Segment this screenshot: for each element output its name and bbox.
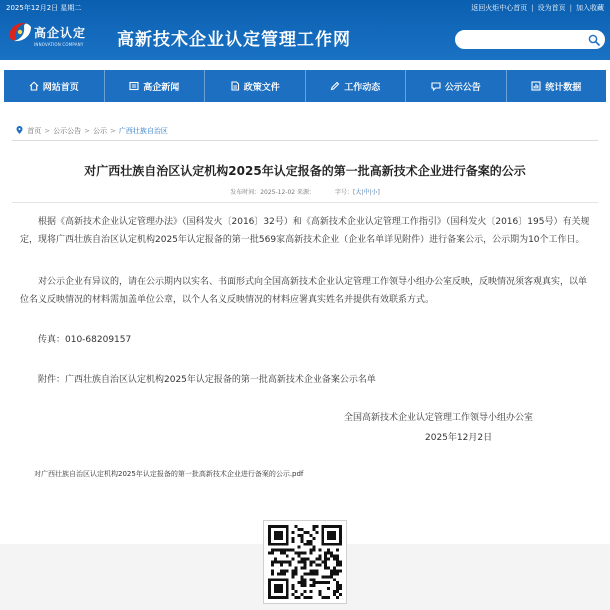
back-to-torch-home-link[interactable]: 返回火炬中心首页 xyxy=(471,4,528,12)
nav-item-work[interactable] xyxy=(306,70,407,102)
breadcrumb-current[interactable]: 广西壮族自治区 xyxy=(118,127,168,135)
article-paragraph: 对公示企业有异议的，请在公示期内以实名、书面形式向全国高新技术企业认定管理工作领导小组办公室反映，反映情况须客观真实，以单位名义反映情况的材料需加盖单位公章，以个人名义反映情况的材料应署真实姓名并提供有效联系方式。 xyxy=(20,277,588,305)
main-nav xyxy=(4,70,606,102)
pen-icon xyxy=(330,81,340,91)
location-pin-icon xyxy=(16,126,23,134)
nav-item-policy[interactable] xyxy=(205,70,306,102)
nav-item-stats[interactable] xyxy=(507,70,607,102)
font-size-label: 字号： xyxy=(334,189,353,196)
nav-item-notice[interactable] xyxy=(406,70,507,102)
nav-item-label: 网站首页 xyxy=(42,82,79,93)
font-size-medium[interactable]: 中 xyxy=(363,189,370,196)
breadcrumb-publicity[interactable]: 公示 xyxy=(92,127,107,135)
source-label: 来源： xyxy=(297,189,316,196)
site-title: 高新技术企业认定管理工作网 xyxy=(117,30,351,50)
publish-date: 2025-12-02 xyxy=(260,189,296,196)
header-date: 2025年12月2日 星期二 xyxy=(6,4,82,12)
fax-number: 传真：010-68209157 xyxy=(38,335,132,345)
font-size-large[interactable]: 大 xyxy=(355,189,362,196)
document-icon xyxy=(230,81,240,91)
nav-item-home[interactable] xyxy=(4,70,105,102)
site-logo[interactable] xyxy=(6,17,106,51)
chat-icon xyxy=(431,81,441,91)
stats-icon xyxy=(531,81,541,91)
breadcrumb: 首页 > 公示公告 > 公示 > 广西壮族自治区 xyxy=(16,126,168,136)
qr-code xyxy=(263,520,347,604)
attachment-note: 附件：广西壮族自治区认定机构2025年认定报备的第一批高新技术企业备案公示名单 xyxy=(38,375,376,385)
publish-label: 发布时间： xyxy=(230,189,261,196)
article-meta: 发布时间：2025-12-02 来源： 字号：[大|中|小] xyxy=(230,189,380,196)
header-links: 返回火炬中心首页 | 设为首页 | 加入收藏 xyxy=(471,4,604,12)
search-input[interactable] xyxy=(464,33,584,46)
divider xyxy=(12,140,598,141)
nav-item-news[interactable] xyxy=(105,70,206,102)
search-icon[interactable] xyxy=(588,34,600,46)
nav-item-label: 高企新闻 xyxy=(143,82,180,93)
logo-text: 高企认定 xyxy=(34,26,87,40)
pdf-attachment-link[interactable]: 对广西壮族自治区认定机构2025年认定报备的第一批高新技术企业进行备案的公示.pdf xyxy=(34,470,304,478)
article-title: 对广西壮族自治区认定机构2025年认定报备的第一批高新技术企业进行备案的公示 xyxy=(84,164,526,178)
home-icon xyxy=(29,81,39,91)
search-box xyxy=(455,30,605,49)
nav-item-label: 统计数据 xyxy=(545,82,582,93)
nav-item-label: 工作动态 xyxy=(344,82,381,93)
nav-item-label: 政策文件 xyxy=(243,82,280,93)
add-favorite-link[interactable]: 加入收藏 xyxy=(576,4,604,12)
article-paragraph: 根据《高新技术企业认定管理办法》（国科发火〔2016〕32号）和《高新技术企业认定管理工作指引》（国科发火〔2016〕195号）有关规定，现将广西壮族自治区认定机构2025年认定报备的第一批569家高新技术企业（企业名单详见附件）进行备案公示，公示期为10个工作日。 xyxy=(20,217,590,245)
qr-code-icon xyxy=(268,525,342,599)
font-size-small[interactable]: 小 xyxy=(371,189,378,196)
signature-org: 全国高新技术企业认定管理工作领导小组办公室 xyxy=(344,413,534,423)
breadcrumb-notice[interactable]: 公示公告 xyxy=(53,127,82,135)
breadcrumb-home[interactable]: 首页 xyxy=(27,127,42,135)
signature-date: 2025年12月2日 xyxy=(425,433,493,443)
logo-subtext: INNOVATION COMPANY xyxy=(34,42,84,47)
nav-item-label: 公示公告 xyxy=(444,82,481,93)
logo-swirl-icon xyxy=(6,19,34,45)
divider xyxy=(12,202,598,203)
set-homepage-link[interactable]: 设为首页 xyxy=(537,4,566,12)
news-icon xyxy=(129,81,139,91)
